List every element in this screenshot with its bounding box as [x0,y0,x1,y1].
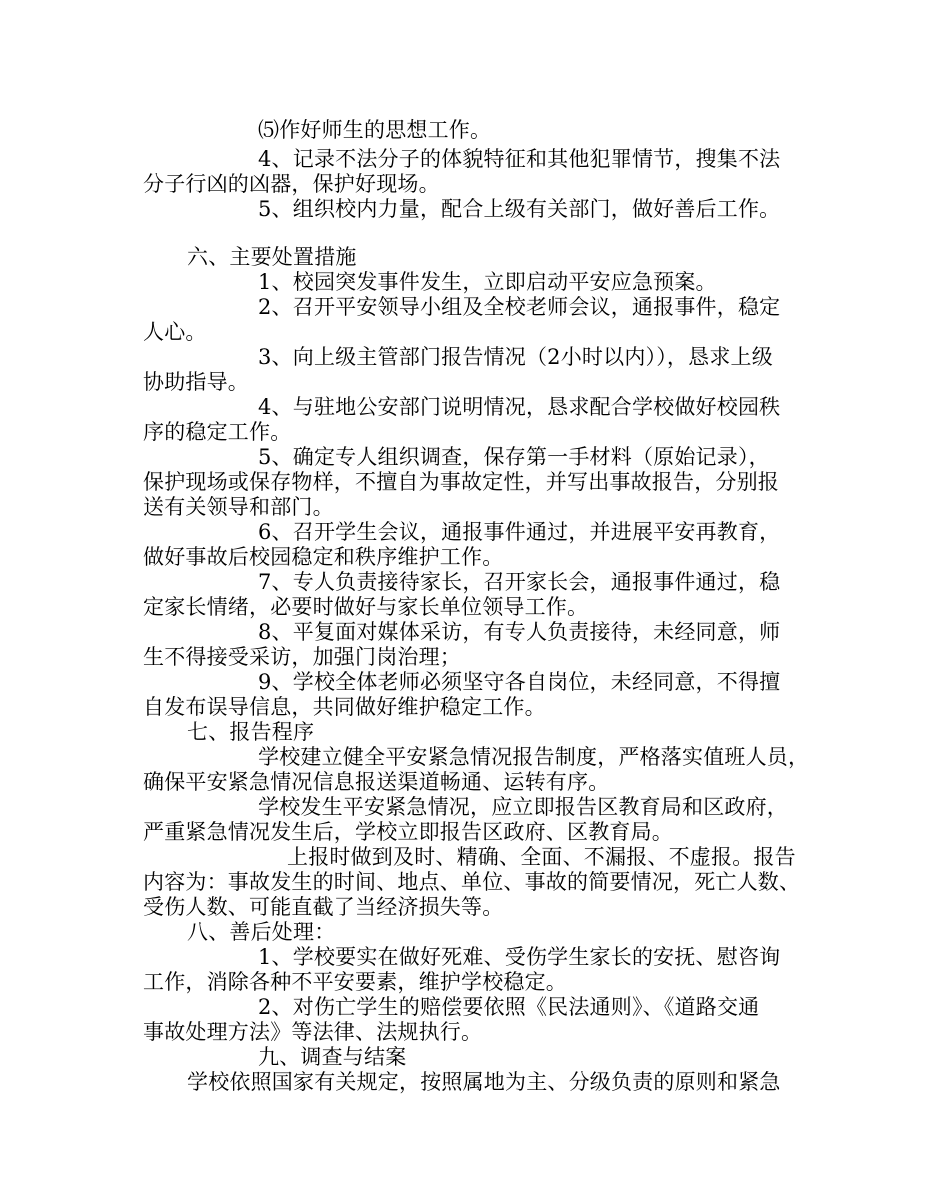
line-6-5-a: 5、确定专人组织调查，保存第一手材料（原始记录）， [258,445,770,469]
line-6-4-a: 4、与驻地公安部门说明情况，恳求配合学校做好校园秩 [258,395,781,419]
line-item-4-record-b: 分子行凶的凶器，保护好现场。 [143,172,440,196]
line-6-7-b: 定家长情绪，必要时做好与家长单位领导工作。 [143,595,589,619]
line-8-2-a: 2、对伤亡学生的赔偿要依照《民法通则》、《道路交通 [258,995,760,1019]
line-6-2-b: 人心。 [143,320,207,344]
line-6-4-b: 序的稳定工作。 [143,420,292,444]
line-7-p3-b: 内容为：事故发生的时间、地点、单位、事故的简要情况，死亡人数、 [143,870,801,894]
line-7-p3-a: 上报时做到及时、精确、全面、不漏报、不虚报。报告 [287,845,796,869]
line-6-8-a: 8、平复面对媒体采访，有专人负责接待，未经同意，师 [258,620,781,644]
line-6-9-b: 自发布误导信息，共同做好维护稳定工作。 [143,695,546,719]
line-6-9-a: 9、学校全体老师必须坚守各自岗位，未经同意，不得擅 [258,670,781,694]
line-item-5-organize: 5、组织校内力量，配合上级有关部门，做好善后工作。 [258,197,781,221]
line-8-2-b: 事故处理方法》等法律、法规执行。 [143,1020,483,1044]
line-8-1-b: 工作，消除各种不平安要素，维护学校稳定。 [143,970,567,994]
line-6-6-a: 6、召开学生会议，通报事件通过，并进展平安再教育， [258,520,781,544]
line-7-p1-a: 学校建立健全平安紧急情况报告制度，严格落实值班人员， [258,745,810,769]
section-heading-7: 七、报告程序 [187,720,315,744]
line-6-8-b: 生不得接受采访，加强门岗治理； [143,645,461,669]
section-heading-9: 九、调查与结案 [258,1045,407,1069]
section-heading-6: 六、主要处置措施 [187,245,357,269]
line-6-5-c: 送有关领导和部门。 [143,495,334,519]
line-6-5-b: 保护现场或保存物样，不擅自为事故定性，并写出事故报告，分别报 [143,470,779,494]
line-6-3-a: 3、向上级主管部门报告情况（2小时以内）），恳求上级 [258,345,773,369]
line-item-4-record-a: 4、记录不法分子的体貌特征和其他犯罪情节，搜集不法 [258,147,781,171]
line-8-1-a: 1、学校要实在做好死难、受伤学生家长的安抚、慰咨询 [258,945,781,969]
line-6-7-a: 7、专人负责接待家长，召开家长会，通报事件通过，稳 [258,570,781,594]
section-heading-8: 八、善后处理： [187,920,336,944]
line-6-1: 1、校园突发事件发生，立即启动平安应急预案。 [258,270,717,294]
line-9-p1-a: 学校依照国家有关规定，按照属地为主、分级负责的原则和紧急 [187,1070,781,1094]
line-7-p2-b: 严重紧急情况发生后，学校立即报告区政府、区教育局。 [143,820,673,844]
line-6-2-a: 2、召开平安领导小组及全校老师会议，通报事件，稳定 [258,295,781,319]
line-7-p2-a: 学校发生平安紧急情况，应立即报告区教育局和区政府， [258,795,788,819]
line-7-p1-b: 确保平安紧急情况信息报送渠道畅通、运转有序。 [143,770,610,794]
line-7-p3-c: 受伤人数、可能直截了当经济损失等。 [143,895,504,919]
line-6-6-b: 做好事故后校园稳定和秩序维护工作。 [143,545,504,569]
line-item-5-moral-work: ⑸作好师生的思想工作。 [258,118,492,142]
line-6-3-b: 协助指导。 [143,370,249,394]
